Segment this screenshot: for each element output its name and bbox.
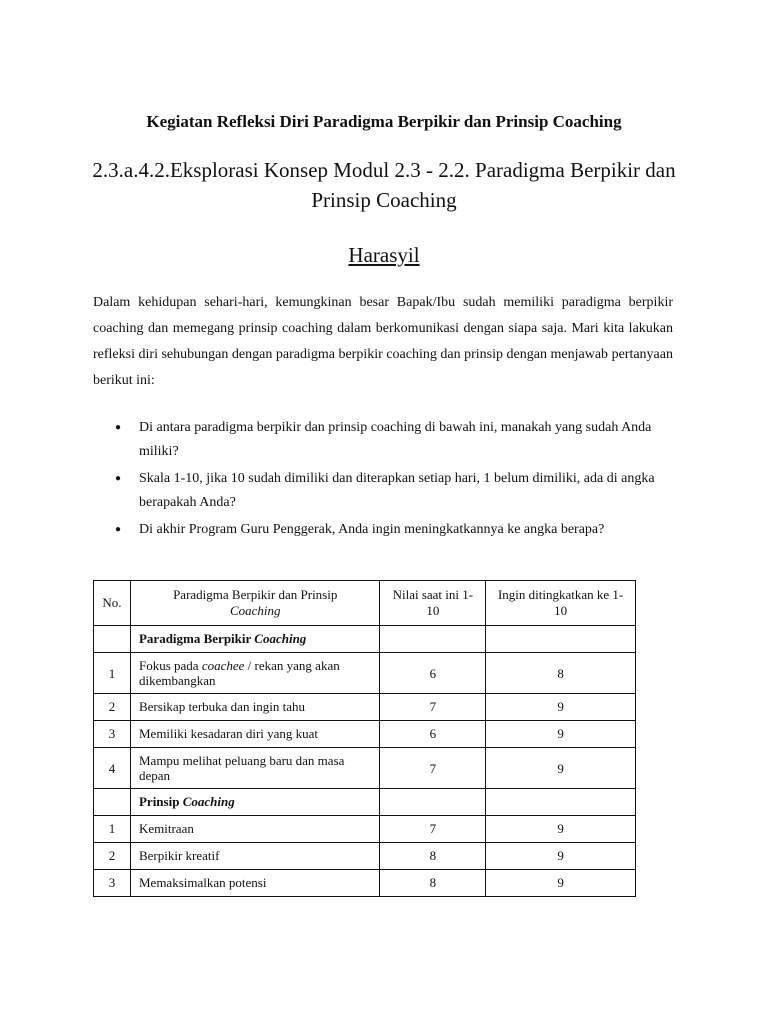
row-no: 2 (94, 843, 131, 870)
section-label: Prinsip Coaching (130, 789, 379, 816)
row-no: 2 (94, 694, 131, 721)
row-current: 6 (380, 721, 486, 748)
table-row (94, 721, 636, 748)
header-item-main: Paradigma Berpikir dan Prinsip (173, 587, 338, 602)
table-row (94, 694, 636, 721)
header-current: Nilai saat ini 1-10 (380, 581, 486, 626)
row-no: 1 (94, 816, 131, 843)
table-row (94, 653, 636, 694)
row-item: Berpikir kreatif (130, 843, 379, 870)
row-target: 9 (486, 694, 636, 721)
table-row (94, 748, 636, 789)
row-target: 9 (486, 870, 636, 897)
table-row (94, 843, 636, 870)
question-item: ● Skala 1-10, jika 10 sudah dimiliki dan diterapkan setiap hari, 1 belum dimiliki, ada di angka berapakah Anda? (113, 467, 673, 515)
row-current: 7 (380, 816, 486, 843)
row-current: 8 (380, 843, 486, 870)
section-row-prinsip (94, 789, 636, 816)
row-item: Kemitraan (130, 816, 379, 843)
section-row-paradigma (94, 626, 636, 653)
row-item: Bersikap terbuka dan ingin tahu (130, 694, 379, 721)
row-target: 8 (486, 653, 636, 694)
row-no: 3 (94, 721, 131, 748)
intro-paragraph: Dalam kehidupan sehari-hari, kemungkinan besar Bapak/Ibu sudah memiliki paradigma berpikir coaching dan memegang prinsip coaching dalam berkomunikasi dengan siapa saja. Mari kita lakukan refleksi diri sehubungan dengan paradigma berpikir coaching dan prinsip dengan menjawab pertanyaan berikut ini: (93, 295, 673, 388)
row-no: 3 (94, 870, 131, 897)
header-item (130, 581, 379, 626)
author-name: Harasyil (348, 243, 420, 267)
row-no: 1 (94, 653, 131, 694)
table-row (94, 816, 636, 843)
row-target: 9 (486, 843, 636, 870)
row-item: Fokus pada coachee / rekan yang akan dikembangkan (130, 653, 379, 694)
table-header-row (94, 581, 636, 626)
row-current: 6 (380, 653, 486, 694)
table-row (94, 870, 636, 897)
document-title: Kegiatan Refleksi Diri Paradigma Berpikir dan Prinsip Coaching (146, 112, 622, 131)
section-label: Paradigma Berpikir Coaching (130, 626, 379, 653)
document-subtitle: 2.3.a.4.2.Eksplorasi Konsep Modul 2.3 - 2.2. Paradigma Berpikir dan Prinsip Coaching (92, 158, 676, 212)
question-item: ● Di antara paradigma berpikir dan prinsip coaching di bawah ini, manakah yang sudah Anda miliki? (113, 416, 673, 464)
question-list (113, 416, 673, 545)
header-item-italic: Coaching (229, 603, 281, 618)
header-target: Ingin ditingkatkan ke 1-10 (486, 581, 636, 626)
row-current: 7 (380, 694, 486, 721)
row-item: Mampu melihat peluang baru dan masa depan (130, 748, 379, 789)
row-target: 9 (486, 816, 636, 843)
row-current: 8 (380, 870, 486, 897)
row-current: 7 (380, 748, 486, 789)
question-item: ● Di akhir Program Guru Penggerak, Anda ingin meningkatkannya ke angka berapa? (113, 518, 673, 542)
row-no: 4 (94, 748, 131, 789)
row-target: 9 (486, 721, 636, 748)
row-item: Memiliki kesadaran diri yang kuat (130, 721, 379, 748)
reflection-table (93, 580, 636, 897)
header-no: No. (94, 581, 131, 626)
row-item: Memaksimalkan potensi (130, 870, 379, 897)
row-target: 9 (486, 748, 636, 789)
